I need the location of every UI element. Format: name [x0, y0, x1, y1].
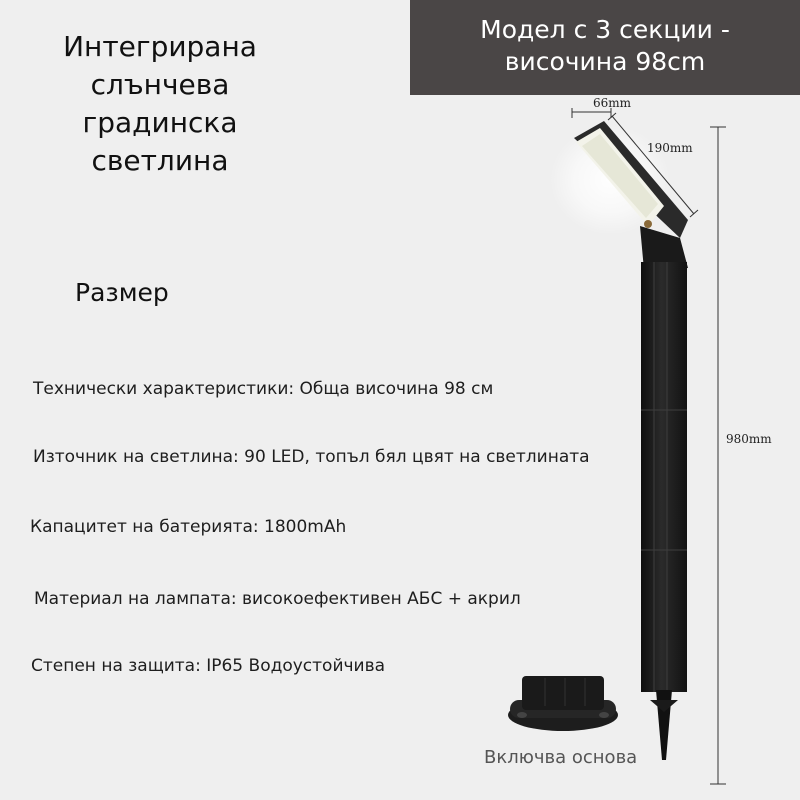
title-line-4: светлина [91, 144, 229, 177]
banner-line-2: височина 98cm [504, 47, 706, 76]
height-dimension-line [710, 127, 726, 784]
lamp-pole [641, 262, 687, 692]
title-line-2: слънчева [90, 68, 230, 101]
banner-line-1: Модел с 3 секции - [480, 15, 730, 44]
base-accessory [508, 676, 618, 731]
spec-light-source: Източник на светлина: 90 LED, топъл бял цвят на светлината [33, 447, 590, 467]
spec-material: Материал на лампата: високоефективен АБС + акрил [34, 589, 521, 609]
height-label: 980mm [726, 432, 772, 446]
length-label: 190mm [647, 141, 693, 155]
spec-protection: Степен на защита: IP65 Водоустойчива [31, 656, 386, 676]
title-line-3: градинска [82, 106, 238, 139]
width-label: 66mm [593, 96, 632, 110]
spec-battery: Капацитет на батерията: 1800mAh [30, 517, 347, 537]
size-heading: Размер [75, 278, 169, 307]
title-line-1: Интегрирана [63, 30, 257, 63]
base-caption: Включва основа [484, 747, 638, 768]
spec-height: Технически характеристики: Обща височина 98 см [33, 379, 494, 399]
